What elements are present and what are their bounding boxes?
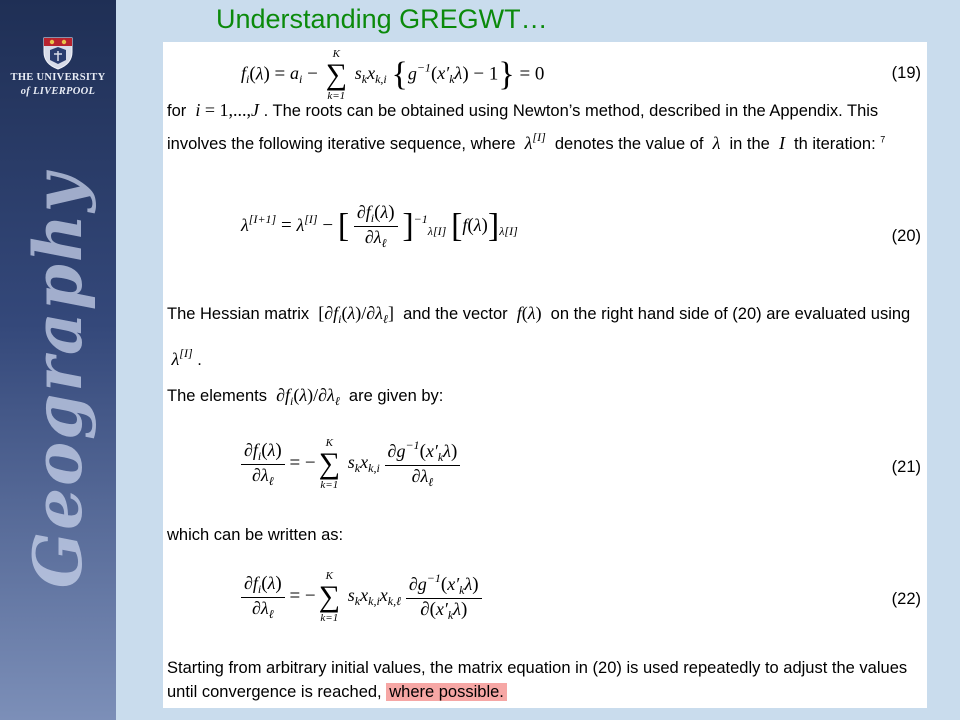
paragraph-elements: The elements $\partial f_i(\lambda)/\partial\lambda_\ell$ are given by: bbox=[167, 385, 444, 408]
university-name-line2: of LIVERPOOL bbox=[20, 86, 96, 97]
equation-22-number: (22) bbox=[891, 590, 921, 608]
equation-21: $\frac{\partial f_i(\lambda)}{\partial\lambda_\ell}$ = − K ∑ k=1 $s_kx_{k,i}$ $\frac{\partial g^{-1}(x'_k\lambda)}{\partial\lambda_\ell}$ bbox=[241, 437, 460, 491]
equation-22: $\frac{\partial f_i(\lambda)}{\partial\lambda_\ell}$ = − K ∑ k=1 $s_kx_{k,i}x_{k,\ell}$ $\frac{\partial g^{-1}(x'_k\lambda)}{\partial(x'_k\lambda)}$ bbox=[241, 570, 482, 624]
p1-for: for bbox=[167, 102, 187, 120]
equation-20: λ[I+1] = λ[I] − [ $\frac{\partial f_i(\lambda)}{\partial\lambda_\ell}$ ]$^{-1}_{\lambda[I]}$ $[f(\lambda)]_{\lambda[I]}$ bbox=[241, 202, 518, 250]
p5-text: Starting from arbitrary initial values, the matrix equation in (20) is used repeatedly to adjust the values until convergence is reached, bbox=[167, 659, 908, 701]
paragraph-hessian: The Hessian matrix $[\partial f_i(\lambda)/\partial\lambda_\ell]$ and the vector f(λ) on the right hand side of (20) are evaluated using λ[I] . bbox=[167, 303, 911, 369]
equation-19-number: (19) bbox=[891, 64, 921, 82]
p2-mid: and the vector bbox=[403, 305, 508, 323]
equation-20-number: (20) bbox=[891, 227, 921, 245]
equation-21-number: (21) bbox=[891, 458, 921, 476]
p1-rest: . The roots can be obtained using Newton’s method, described in the Appendix. This involves the following iterative sequence, where bbox=[167, 102, 879, 153]
p3-end: are given by: bbox=[348, 387, 444, 405]
paragraph-written-as: which can be written as: bbox=[167, 526, 344, 544]
equation-19: $f_i(\lambda) = a_i$ − K ∑ k=1 $s_kx_{k,i}$ $\{g^{-1}(x'_k\lambda) - 1\} = 0$ bbox=[241, 48, 545, 102]
slide-title: Understanding GREGWT… bbox=[216, 4, 548, 34]
paragraph-convergence bbox=[167, 656, 923, 704]
university-crest-icon bbox=[38, 34, 78, 70]
footnote-mark: 7 bbox=[880, 134, 886, 145]
paragraph-newton: for i = 1,...,J . The roots can be obtained using Newton’s method, described in the Appendix. This involves the following iterative sequence, where λ[I] denotes the value of λ in the I th iteration: $^7$ bbox=[167, 100, 886, 153]
p1-th-iteration: th iteration: bbox=[794, 135, 876, 153]
p1-denotes: denotes the value of bbox=[554, 135, 704, 153]
p3-start: The elements bbox=[167, 387, 267, 405]
document-panel bbox=[163, 42, 927, 708]
department-watermark: Geography bbox=[19, 171, 97, 589]
p2-end: on the right hand side of (20) are evaluated using bbox=[550, 305, 911, 323]
p5-highlight: where possible. bbox=[386, 683, 507, 701]
university-name-line1: THE UNIVERSITY bbox=[10, 72, 106, 83]
p1-in-the: in the bbox=[729, 135, 770, 153]
sidebar bbox=[0, 0, 116, 720]
p2-start: The Hessian matrix bbox=[167, 305, 310, 323]
